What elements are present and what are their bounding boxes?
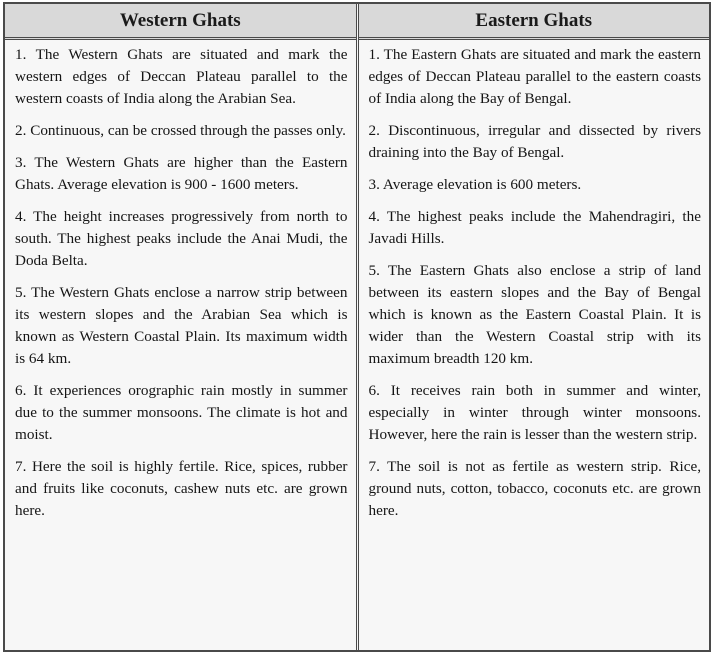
eastern-point-7: 7. The soil is not as fertile as western strip. Rice, ground nuts, cotton, tobacco, coconuts etc. are grown here. <box>368 458 701 519</box>
eastern-ghats-column <box>356 4 710 650</box>
western-point-2: 2. Continuous, can be crossed through the passes only. <box>15 122 346 139</box>
eastern-point-4: 4. The highest peaks include the Mahendragiri, the Javadi Hills. <box>368 208 701 247</box>
western-ghats-column <box>5 4 356 650</box>
western-point-6: 6. It experiences orographic rain mostly in summer due to the summer monsoons. The climate is hot and moist. <box>15 382 348 443</box>
western-point-4: 4. The height increases progressively from north to south. The highest peaks include the Anai Mudi, the Doda Belta. <box>15 208 348 269</box>
eastern-point-5: 5. The Eastern Ghats also enclose a strip of land between its eastern slopes and the Bay of Bengal which is known as the Eastern Coastal Plain. It is wider than the Western Coastal strip with its maximum breadth 120 km. <box>368 262 701 367</box>
western-point-7: 7. Here the soil is highly fertile. Rice, spices, rubber and fruits like coconuts, cashew nuts etc. are grown here. <box>15 458 348 519</box>
western-point-1: 1. The Western Ghats are situated and mark the western edges of Deccan Plateau parallel to the western coasts of India along the Arabian Sea. <box>15 46 348 107</box>
eastern-ghats-heading: Eastern Ghats <box>359 4 710 40</box>
eastern-point-3: 3. Average elevation is 600 meters. <box>368 176 582 193</box>
western-point-3: 3. The Western Ghats are higher than the Eastern Ghats. Average elevation is 900 - 1600 meters. <box>15 154 348 193</box>
comparison-table <box>3 2 711 652</box>
eastern-point-2: 2. Discontinuous, irregular and dissected by rivers draining into the Bay of Bengal. <box>368 122 701 161</box>
western-point-5: 5. The Western Ghats enclose a narrow strip between its western slopes and the Arabian Sea which is known as Western Coastal Plain. Its maximum width is 64 km. <box>15 284 348 367</box>
eastern-ghats-points <box>359 40 710 650</box>
eastern-point-6: 6. It receives rain both in summer and winter, especially in winter through winter monsoons. However, here the rain is lesser than the western strip. <box>368 382 701 443</box>
western-ghats-heading: Western Ghats <box>5 4 356 40</box>
eastern-point-1: 1. The Eastern Ghats are situated and mark the eastern edges of Deccan Plateau parallel to the eastern coasts of India along the Bay of Bengal. <box>368 46 701 107</box>
western-ghats-points <box>5 40 356 650</box>
